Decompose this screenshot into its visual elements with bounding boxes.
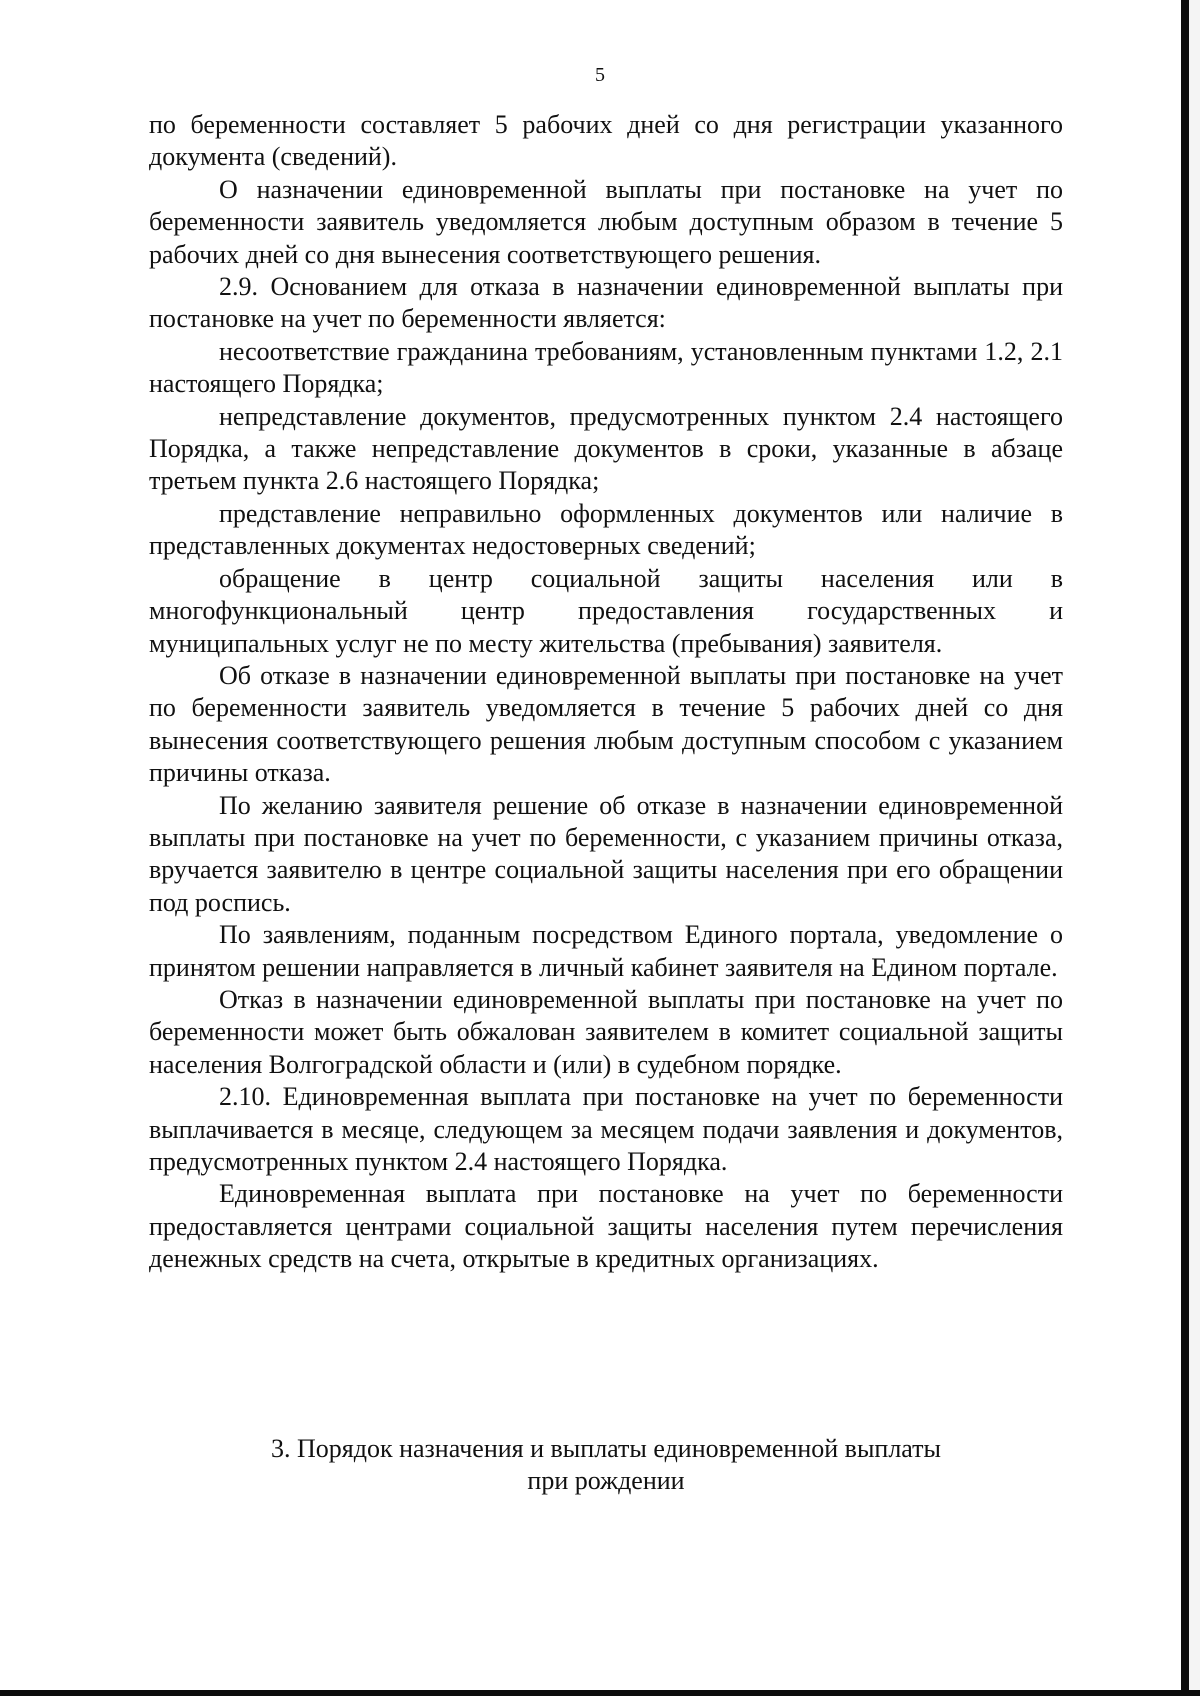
paragraph: представление неправильно оформленных документов или наличие в представленных документах недостоверных сведений; — [149, 498, 1063, 561]
paragraph: По заявлениям, поданным посредством Единого портала, уведомление о принятом решении направляется в личный кабинет заявителя на Едином портале. — [149, 920, 1063, 982]
scan-margin-right — [1189, 0, 1200, 1696]
scan-edge-bottom — [0, 1690, 1200, 1696]
paragraph: 2.9. Основанием для отказа в назначении единовременной выплаты при постановке на учет по беременности является: — [149, 272, 1063, 334]
section-heading-line: 3. Порядок назначения и выплаты единовременной выплаты — [270, 1434, 942, 1463]
page-number: 5 — [595, 64, 605, 86]
paragraph: Отказ в назначении единовременной выплаты при постановке на учет по беременности может быть обжалован заявителем в комитет социальной защиты населения Волгоградской области и (или) в судебном порядке. — [149, 984, 1063, 1079]
paragraph: Единовременная выплата при постановке на учет по беременности предоставляется центрами социальной защиты населения путем перечисления денежных средств на счета, открытые в кредитных организациях. — [149, 1179, 1063, 1274]
paragraph: 2.10. Единовременная выплата при постановке на учет по беременности выплачивается в месяце, следующем за месяцем подачи заявления и документов, предусмотренных пунктом 2.4 настоящего Порядка. — [149, 1082, 1063, 1176]
paragraph: Об отказе в назначении единовременной выплаты при постановке на учет по беременности заявитель уведомляется в течение 5 рабочих дней со дня вынесения соответствующего решения любым доступным способом с указанием причины отказа. — [149, 660, 1063, 788]
section-heading — [149, 1433, 1063, 1497]
section-heading-line: при рождении — [527, 1466, 685, 1495]
paragraph: непредставление документов, предусмотренных пунктом 2.4 настоящего Порядка, а также непредставление документов в сроки, указанные в абзаце третьем пункта 2.6 настоящего Порядка; — [149, 401, 1063, 496]
scan-edge-right — [1181, 0, 1189, 1696]
paragraph: по беременности составляет 5 рабочих дней со дня регистрации указанного документа (сведений). — [149, 110, 1063, 172]
paragraph: обращение в центр социальной защиты населения или в многофункциональный центр предоставления государственных и муниципальных услуг не по месту жительства (пребывания) заявителя. — [149, 563, 1063, 658]
paragraph: О назначении единовременной выплаты при постановке на учет по беременности заявитель уведомляется любым доступным образом в течение 5 рабочих дней со дня вынесения соответствующего решения. — [149, 174, 1063, 269]
paragraph: По желанию заявителя решение об отказе в назначении единовременной выплаты при постановке на учет по беременности, с указанием причины отказа, вручается заявителю в центре социальной защиты населения при его обращении под роспись. — [149, 790, 1063, 917]
document-body — [149, 109, 1063, 1276]
paragraph: несоответствие гражданина требованиям, установленным пунктами 1.2, 2.1 настоящего Порядка; — [149, 336, 1063, 399]
